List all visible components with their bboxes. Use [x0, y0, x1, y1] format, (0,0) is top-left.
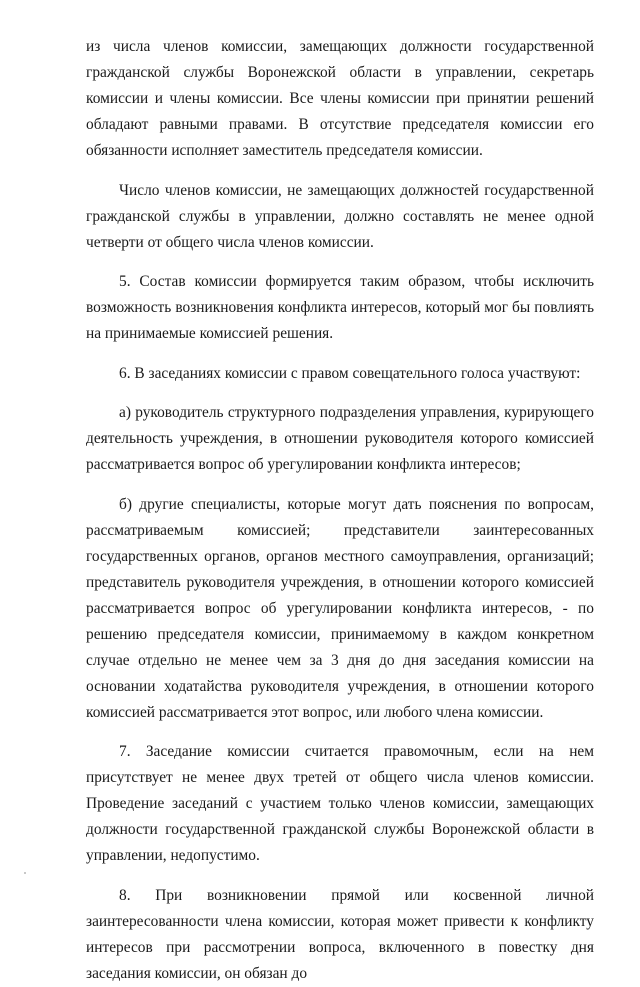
- paragraph-commission-members-share: Число членов комиссии, не замещающих должностей государственной гражданской службы в управлении, должно составлять не менее одной четверти от общего числа членов комиссии.: [86, 181, 594, 251]
- paragraph-item-6a: а) руководитель структурного подразделения управления, курирующего деятельность учреждения, в отношении руководителя которого комиссией рассматривается вопрос об урегулировании конфликта интересов;: [86, 404, 594, 473]
- paragraph-continuation: из числа членов комиссии, замещающих должности государственной гражданской службы Воронежской области в управлении, секретарь комиссии и члены комиссии. Все члены комиссии при принятии решений обладают равными правами. В отсутствие председателя комиссии его обязанности исполняет заместитель председателя комиссии.: [86, 38, 594, 159]
- paragraph-item-6: 6. В заседаниях комиссии с правом совещательного голоса участвуют:: [119, 364, 581, 382]
- scan-speck: [24, 872, 26, 874]
- paragraph-item-6b: б) другие специалисты, которые могут дать пояснения по вопросам, рассматриваемым комиссией; представители заинтересованных государственных органов, органов местного самоуправления, организаций; представитель руководителя учреждения, в отношении которого комиссией рассматривается вопрос об урегулировании конфликта интересов, - по решению председателя комиссии, принимаемому в каждом конкретном случае отдельно не менее чем за 3 дня до дня заседания комиссии на основании ходатайства руководителя учреждения, в отношении которого комиссией рассматривается этот вопрос, или любого члена комиссии.: [86, 495, 594, 721]
- document-body: [86, 34, 594, 987]
- paragraph-item-7: 7. Заседание комиссии считается правомочным, если на нем присутствует не менее двух третей от общего числа членов комиссии. Проведение заседаний с участием только членов комиссии, замещающих должности государственной гражданской службы Воронежской области в управлении, недопустимо.: [86, 743, 594, 864]
- paragraph-item-5: 5. Состав комиссии формируется таким образом, чтобы исключить возможность возникновения конфликта интересов, который мог бы повлиять на принимаемые комиссией решения.: [86, 273, 594, 342]
- paragraph-item-8: 8. При возникновении прямой или косвенной личной заинтересованности члена комиссии, которая может привести к конфликту интересов при рассмотрении вопроса, включенного в повестку дня заседания комиссии, он обязан до: [86, 886, 594, 982]
